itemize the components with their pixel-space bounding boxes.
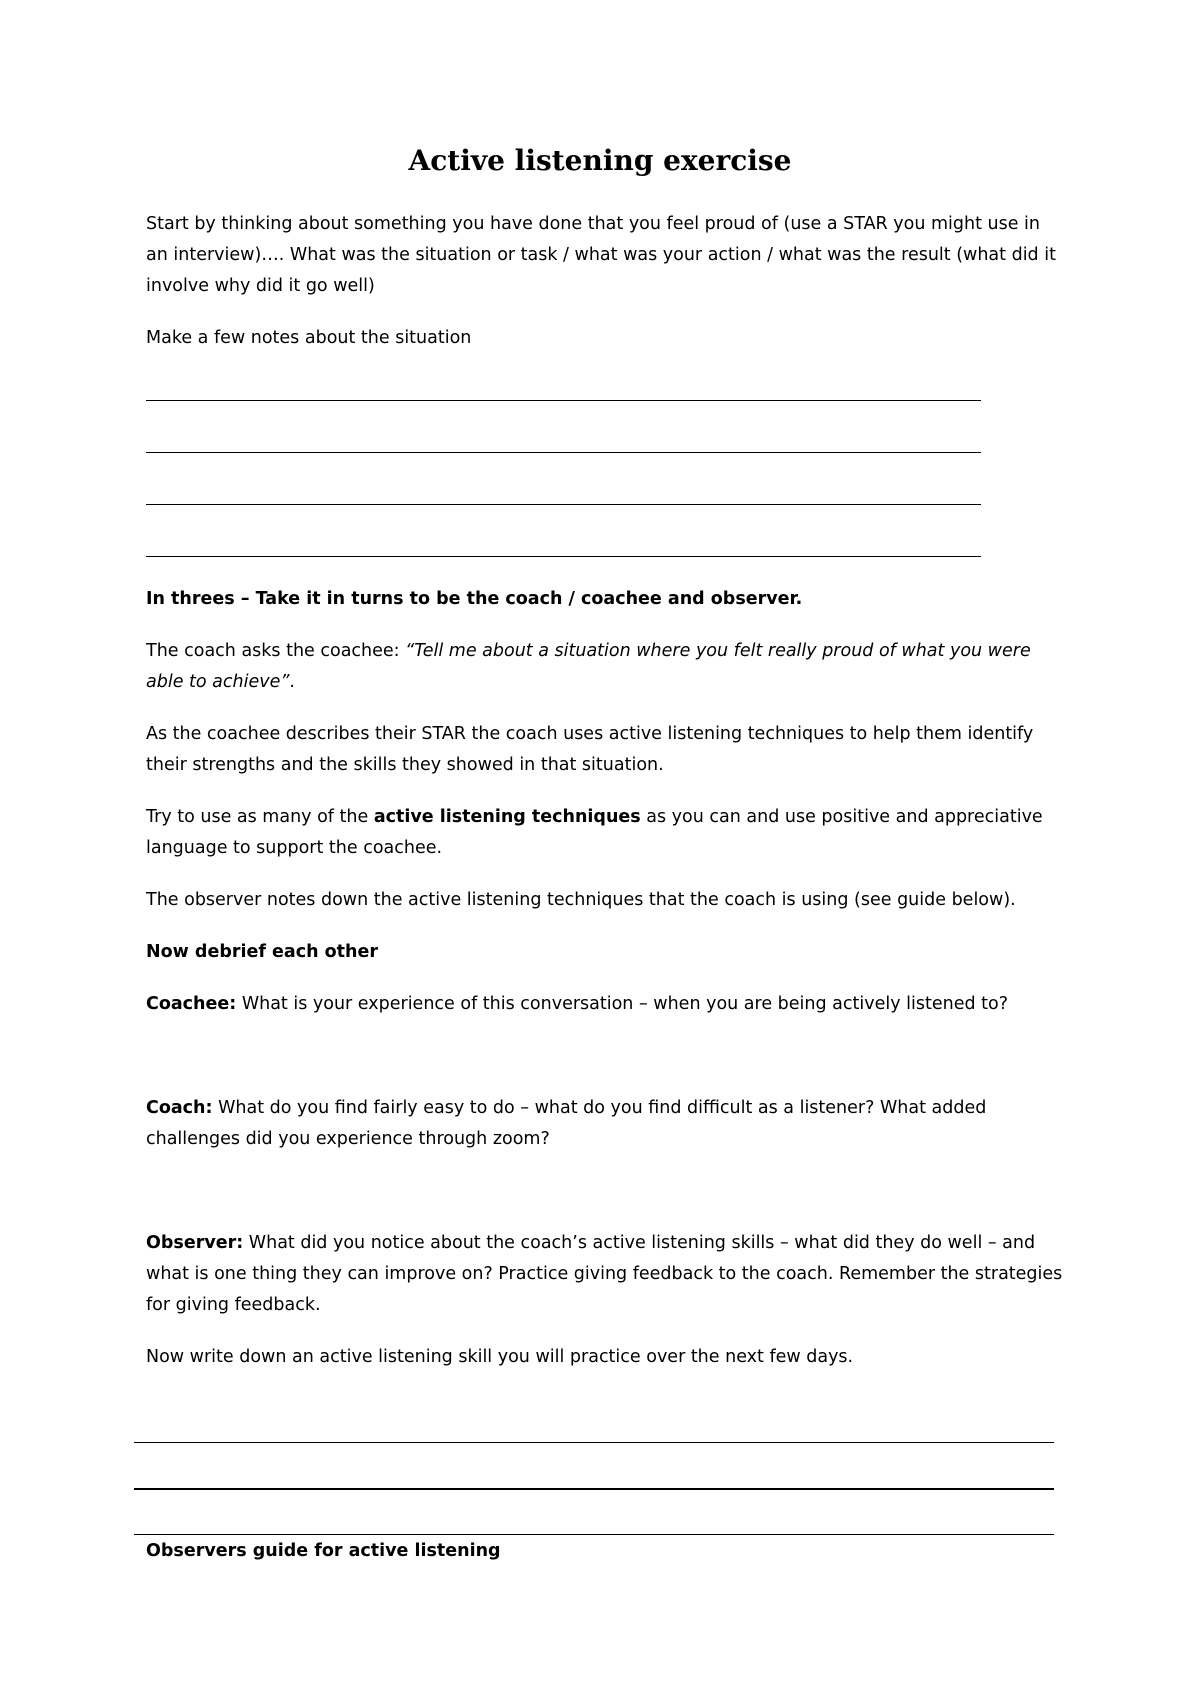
try-use-bold: active listening techniques xyxy=(373,807,641,827)
notes-line-1[interactable] xyxy=(146,400,981,401)
notes-prompt: Make a few notes about the situation xyxy=(146,328,472,348)
threes-heading: In threes – Take it in turns to be the coach / coachee and observer. xyxy=(146,589,803,609)
skill-line-2[interactable] xyxy=(134,1488,1054,1490)
page-title: Active listening exercise xyxy=(408,144,792,177)
coachee-label: Coachee: xyxy=(146,994,237,1014)
coachee-question xyxy=(146,989,1066,1020)
coach-asks-tail: . xyxy=(289,672,295,692)
notes-line-3[interactable] xyxy=(146,504,981,505)
notes-line-2[interactable] xyxy=(146,452,981,453)
try-use-paragraph xyxy=(146,802,1066,864)
observer-label: Observer: xyxy=(146,1233,244,1253)
write-down-prompt: Now write down an active listening skill you will practice over the next few days. xyxy=(146,1347,854,1367)
coachee-question-text: What is your experience of this conversation – when you are being actively listened to? xyxy=(236,994,1009,1014)
coach-asks-lead: The coach asks the coachee: xyxy=(146,641,406,661)
notes-line-4[interactable] xyxy=(146,556,981,557)
coach-question-text: What do you find fairly easy to do – what do you find difficult as a listener? What added challenges did you experience through zoom? xyxy=(146,1098,987,1149)
observer-question xyxy=(146,1228,1066,1321)
try-use-lead: Try to use as many of the xyxy=(146,807,374,827)
coach-label: Coach: xyxy=(146,1098,213,1118)
coach-question xyxy=(146,1093,1066,1155)
observer-notes-paragraph: The observer notes down the active listening techniques that the coach is using (see guide below). xyxy=(146,890,1016,910)
skill-line-3[interactable] xyxy=(134,1534,1054,1535)
debrief-heading: Now debrief each other xyxy=(146,942,379,962)
intro-paragraph: Start by thinking about something you have done that you feel proud of (use a STAR you might use in an interview)…. What was the situation or task / what was your action / what was the result (what did it involve why did it go well) xyxy=(146,214,1056,296)
observer-question-text: What did you notice about the coach’s active listening skills – what did they do well – and what is one thing they can improve on? Practice giving feedback to the coach. Remember the strategies for giving feedback. xyxy=(146,1233,1063,1315)
skill-line-1[interactable] xyxy=(134,1442,1054,1443)
coach-asks-quote: “Tell me about a situation where you felt really proud of what you were able to achieve” xyxy=(146,641,1031,692)
guide-heading: Observers guide for active listening xyxy=(146,1541,501,1561)
coach-asks-paragraph xyxy=(146,636,1066,698)
coachee-describes-paragraph: As the coachee describes their STAR the coach uses active listening techniques to help them identify their strengths and the skills they showed in that situation. xyxy=(146,724,1034,775)
try-use-tail: as you can and use positive and appreciative language to support the coachee. xyxy=(146,807,1043,858)
